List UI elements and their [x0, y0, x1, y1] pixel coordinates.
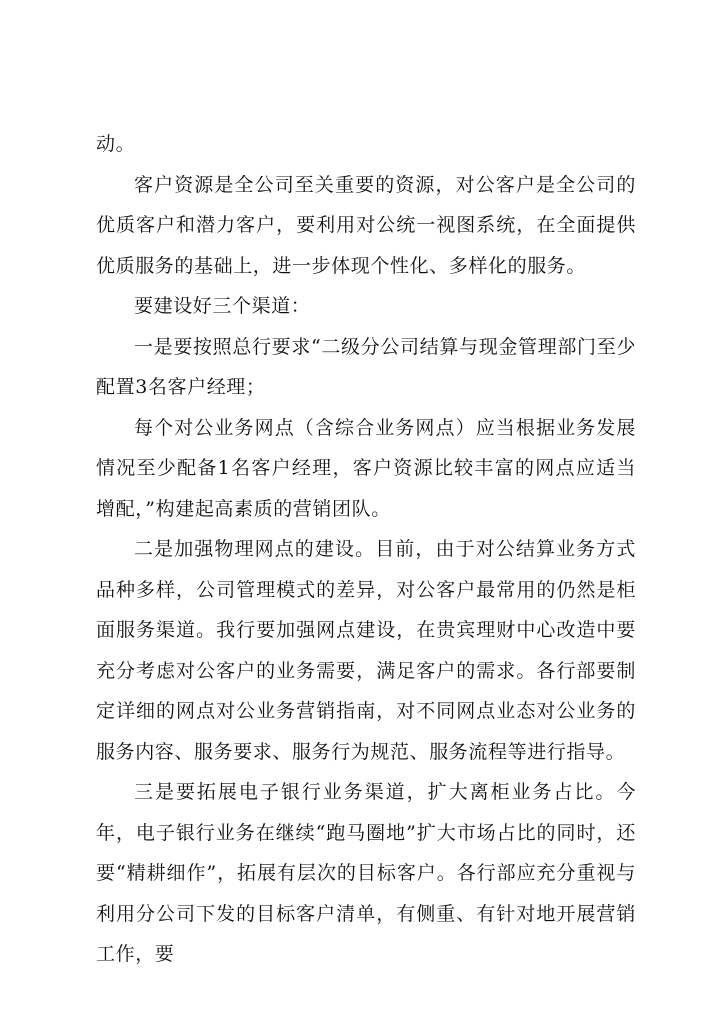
paragraph-channel-one: 一是要按照总行要求“二级分公司结算与现金管理部门至少配置3名客户经理； [96, 335, 636, 398]
document-body [96, 124, 636, 975]
paragraph-channel-three: 三是要拓展电子银行业务渠道，扩大离柜业务占比。今年，电子银行业务在继续“跑马圈地”扩大市场占比的同时，还要“精耕细作”，拓展有层次的目标客户。各行部应充分重视与利用分公司下发的目标客户清单，有侧重、有针对地开展营销工作，要 [96, 781, 636, 965]
paragraph-channel-one-detail: 每个对公业务网点（含综合业务网点）应当根据业务发展情况至少配备1名客户经理，客户资源比较丰富的网点应适当增配，”构建起高素质的营销团队。 [96, 416, 636, 520]
paragraph-continuation: 动。 [96, 133, 136, 155]
paragraph-channel-two: 二是加强物理网点的建设。目前，由于对公结算业务方式品种多样，公司管理模式的差异，对公客户最常用的仍然是柜面服务渠道。我行要加强网点建设，在贵宾理财中心改造中要充分考虑对公客户的业务需要，满足客户的需求。各行部要制定详细的网点对公业务营销指南，对不同网点业态对公业务的服务内容、服务要求、服务行为规范、服务流程等进行指导。 [96, 538, 636, 763]
paragraph-three-channels-heading: 要建设好三个渠道： [134, 295, 311, 317]
paragraph-customer-resources: 客户资源是全公司至关重要的资源，对公客户是全公司的优质客户和潜力客户，要利用对公统一视图系统，在全面提供优质服务的基础上，进一步体现个性化、多样化的服务。 [96, 173, 636, 277]
